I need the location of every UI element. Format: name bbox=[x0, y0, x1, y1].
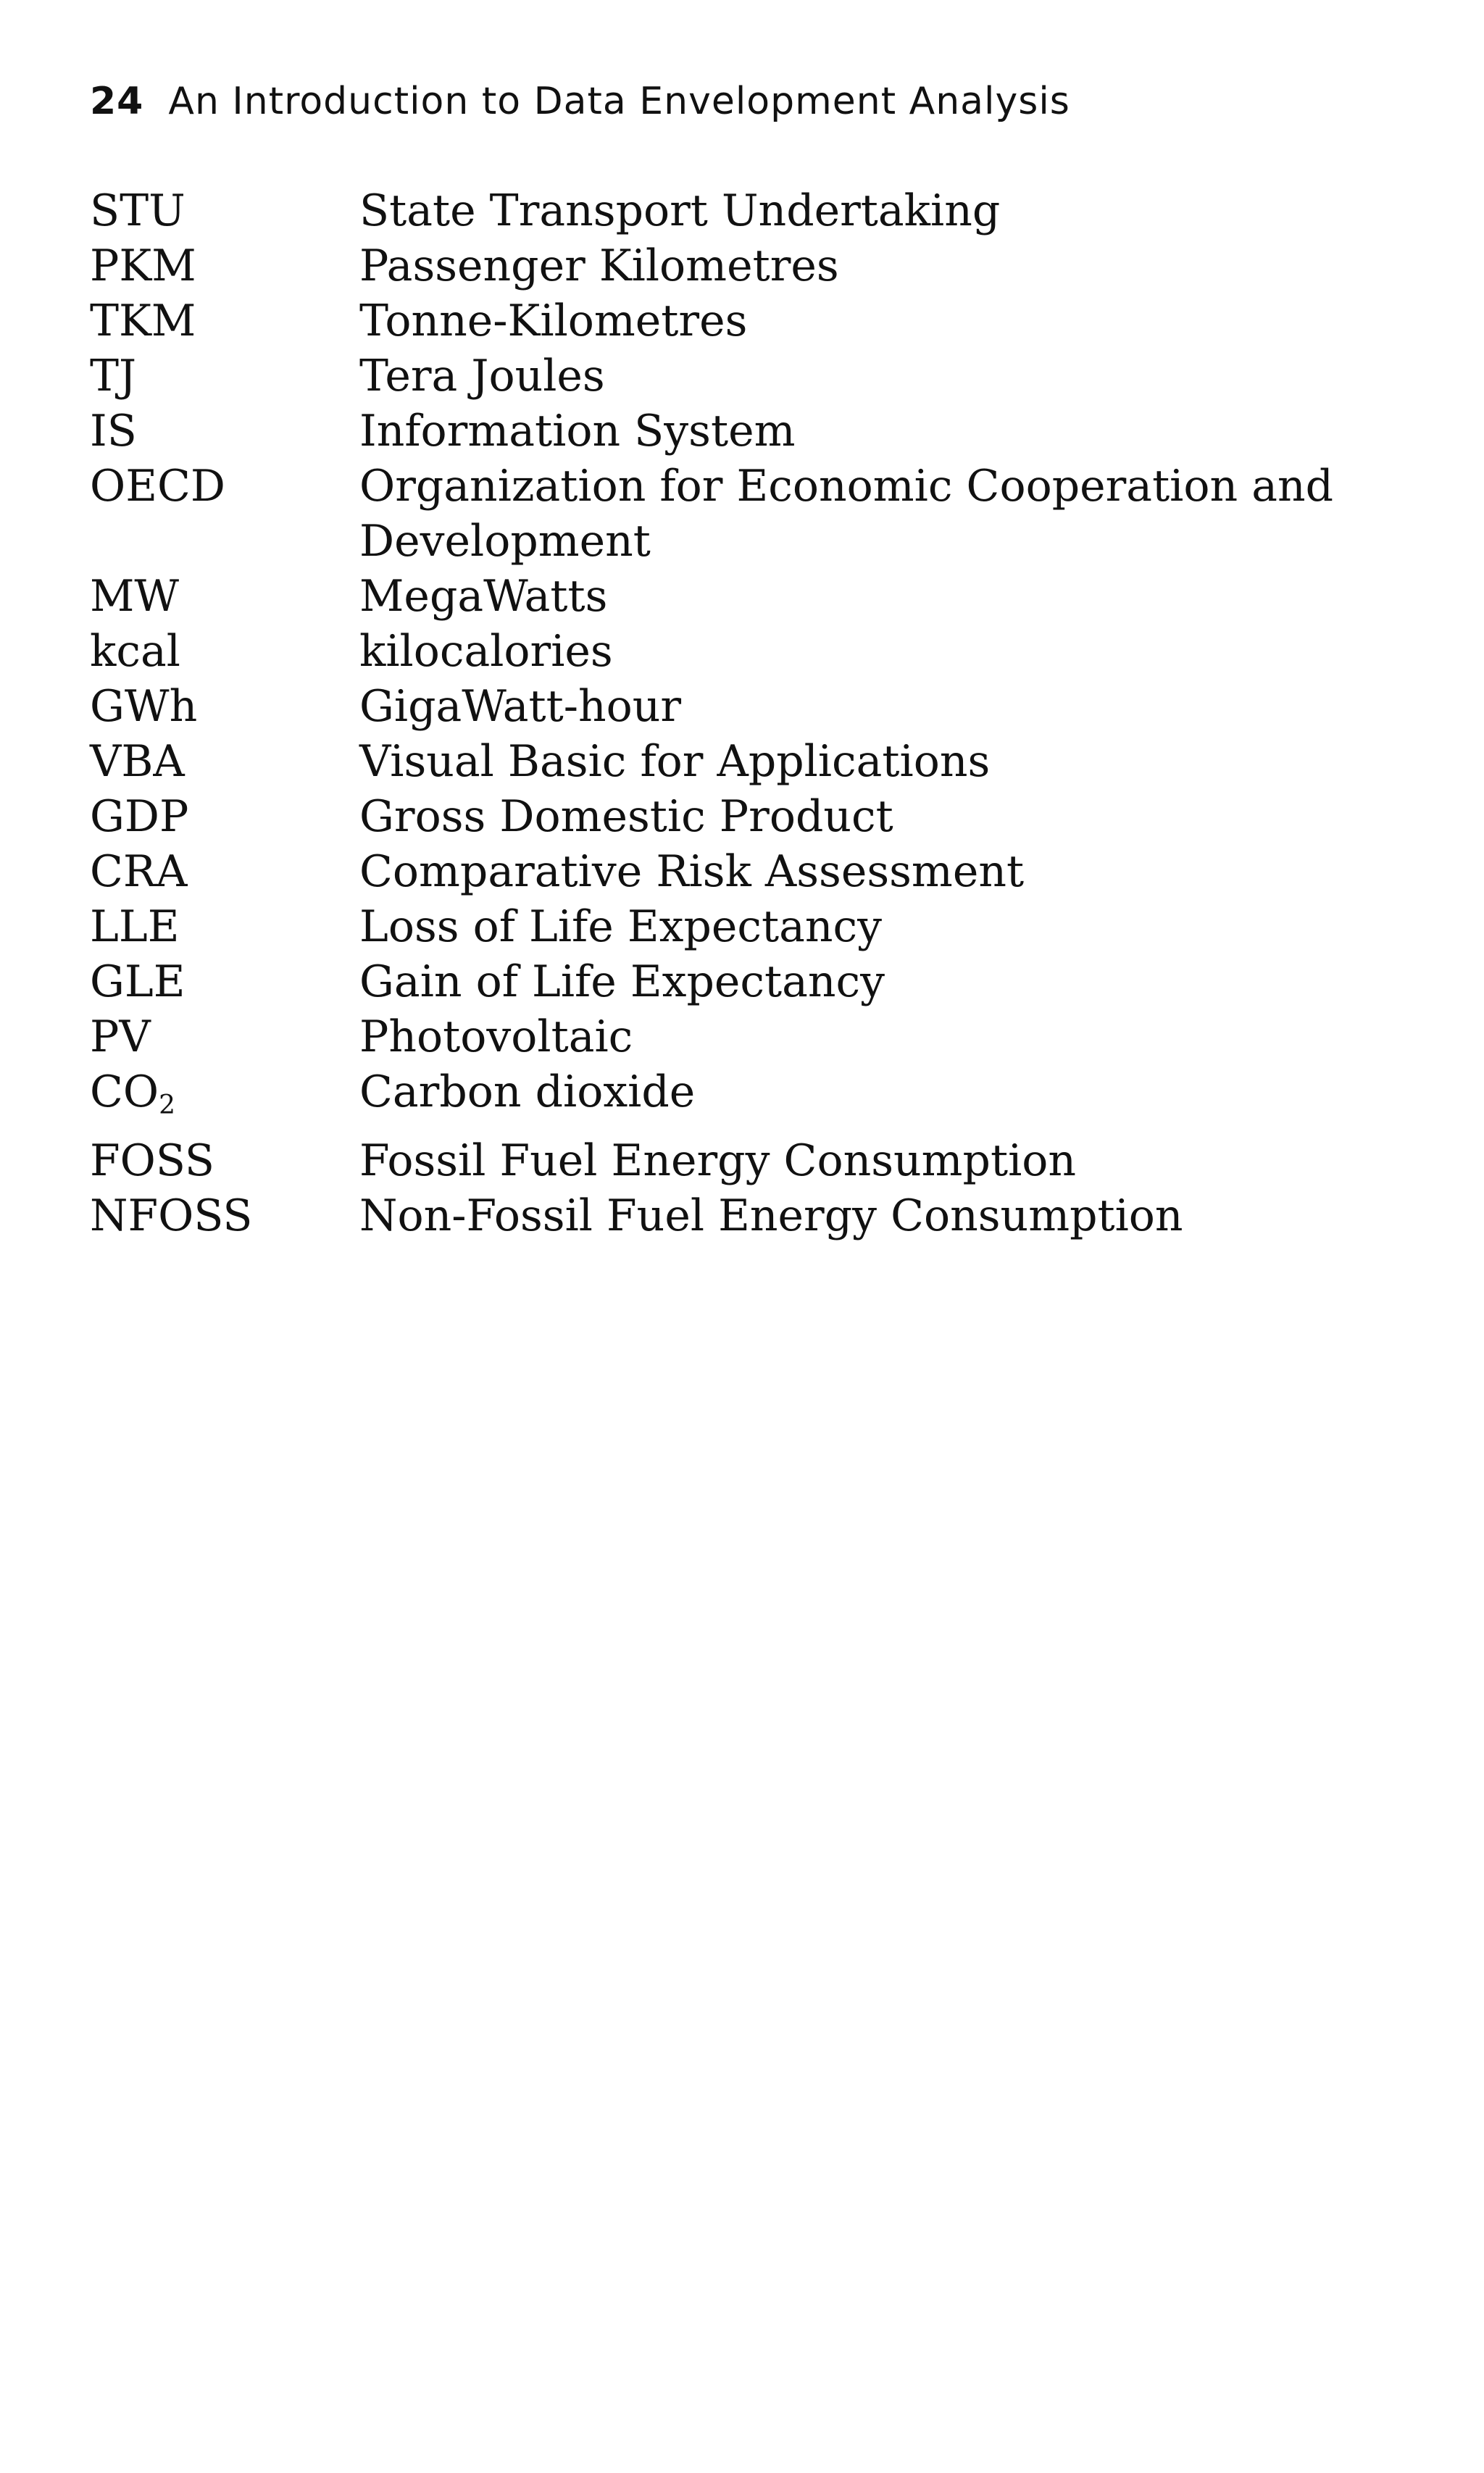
abbreviation-definition: Fossil Fuel Energy Consumption bbox=[359, 1135, 1077, 1186]
abbreviation-term: GLE bbox=[90, 956, 186, 1007]
abbreviation-term: NFOSS bbox=[90, 1190, 253, 1241]
abbreviation-term-subscript: 2 bbox=[159, 1090, 176, 1120]
abbreviation-term: kcal bbox=[90, 626, 180, 677]
page-header bbox=[90, 72, 1070, 130]
abbreviation-term: VBA bbox=[90, 736, 185, 787]
abbreviation-definition: Tera Joules bbox=[359, 351, 605, 401]
abbreviation-term: STU bbox=[90, 185, 186, 236]
abbreviation-row bbox=[90, 899, 1394, 954]
abbreviation-row bbox=[90, 404, 1394, 459]
abbreviation-row bbox=[90, 624, 1394, 679]
abbreviation-term: GDP bbox=[90, 791, 189, 842]
abbreviation-definition: Loss of Life Expectancy bbox=[359, 901, 883, 952]
abbreviation-term: LLE bbox=[90, 901, 180, 952]
abbreviation-definition: Comparative Risk Assessment bbox=[359, 846, 1025, 897]
abbreviation-term: OECD bbox=[90, 461, 226, 512]
abbreviation-term-base: CO bbox=[90, 1067, 159, 1117]
abbreviation-row bbox=[90, 238, 1394, 293]
abbreviation-row bbox=[90, 1133, 1394, 1188]
abbreviation-row bbox=[90, 293, 1394, 349]
abbreviation-definition: Gain of Life Expectancy bbox=[359, 956, 885, 1007]
abbreviation-row bbox=[90, 789, 1394, 844]
abbreviation-definition: Tonne-Kilometres bbox=[359, 296, 748, 346]
abbreviation-row bbox=[90, 1064, 1394, 1133]
abbreviation-row bbox=[90, 349, 1394, 404]
abbreviation-definition: Non-Fossil Fuel Energy Consumption bbox=[359, 1190, 1183, 1241]
abbreviation-definition: Passenger Kilometres bbox=[359, 241, 839, 291]
abbreviation-definition: kilocalories bbox=[359, 626, 613, 677]
abbreviation-definition: Organization for Economic Cooperation and Development bbox=[359, 461, 1334, 567]
abbreviation-row bbox=[90, 679, 1394, 734]
page-number: 24 bbox=[90, 80, 144, 123]
abbreviation-term bbox=[90, 1064, 359, 1133]
abbreviation-row bbox=[90, 844, 1394, 899]
abbreviation-definition: GigaWatt-hour bbox=[359, 681, 682, 732]
abbreviation-row bbox=[90, 569, 1394, 624]
abbreviation-row bbox=[90, 734, 1394, 789]
abbreviation-definition: MegaWatts bbox=[359, 571, 608, 622]
abbreviation-definition: Information System bbox=[359, 406, 796, 456]
abbreviation-term: FOSS bbox=[90, 1135, 214, 1186]
abbreviation-row bbox=[90, 954, 1394, 1009]
abbreviation-row bbox=[90, 459, 1394, 569]
abbreviation-term: GWh bbox=[90, 681, 198, 732]
abbreviation-row bbox=[90, 1009, 1394, 1064]
abbreviation-term: PV bbox=[90, 1012, 151, 1062]
abbreviation-definition: Gross Domestic Product bbox=[359, 791, 893, 842]
abbreviation-definition: Photovoltaic bbox=[359, 1012, 633, 1062]
abbreviation-row bbox=[90, 1188, 1394, 1243]
abbreviation-term: PKM bbox=[90, 241, 196, 291]
running-title: An Introduction to Data Envelopment Analysis bbox=[168, 80, 1070, 123]
abbreviation-term: TKM bbox=[90, 296, 196, 346]
abbreviation-term: IS bbox=[90, 406, 137, 456]
abbreviation-term: MW bbox=[90, 571, 180, 622]
abbreviation-definition: Visual Basic for Applications bbox=[359, 736, 991, 787]
abbreviation-term: TJ bbox=[90, 351, 137, 401]
abbreviation-definition: Carbon dioxide bbox=[359, 1067, 696, 1117]
abbreviation-list bbox=[90, 183, 1394, 1243]
abbreviation-row bbox=[90, 183, 1394, 238]
abbreviation-definition: State Transport Undertaking bbox=[359, 185, 1001, 236]
abbreviation-term: CRA bbox=[90, 846, 188, 897]
